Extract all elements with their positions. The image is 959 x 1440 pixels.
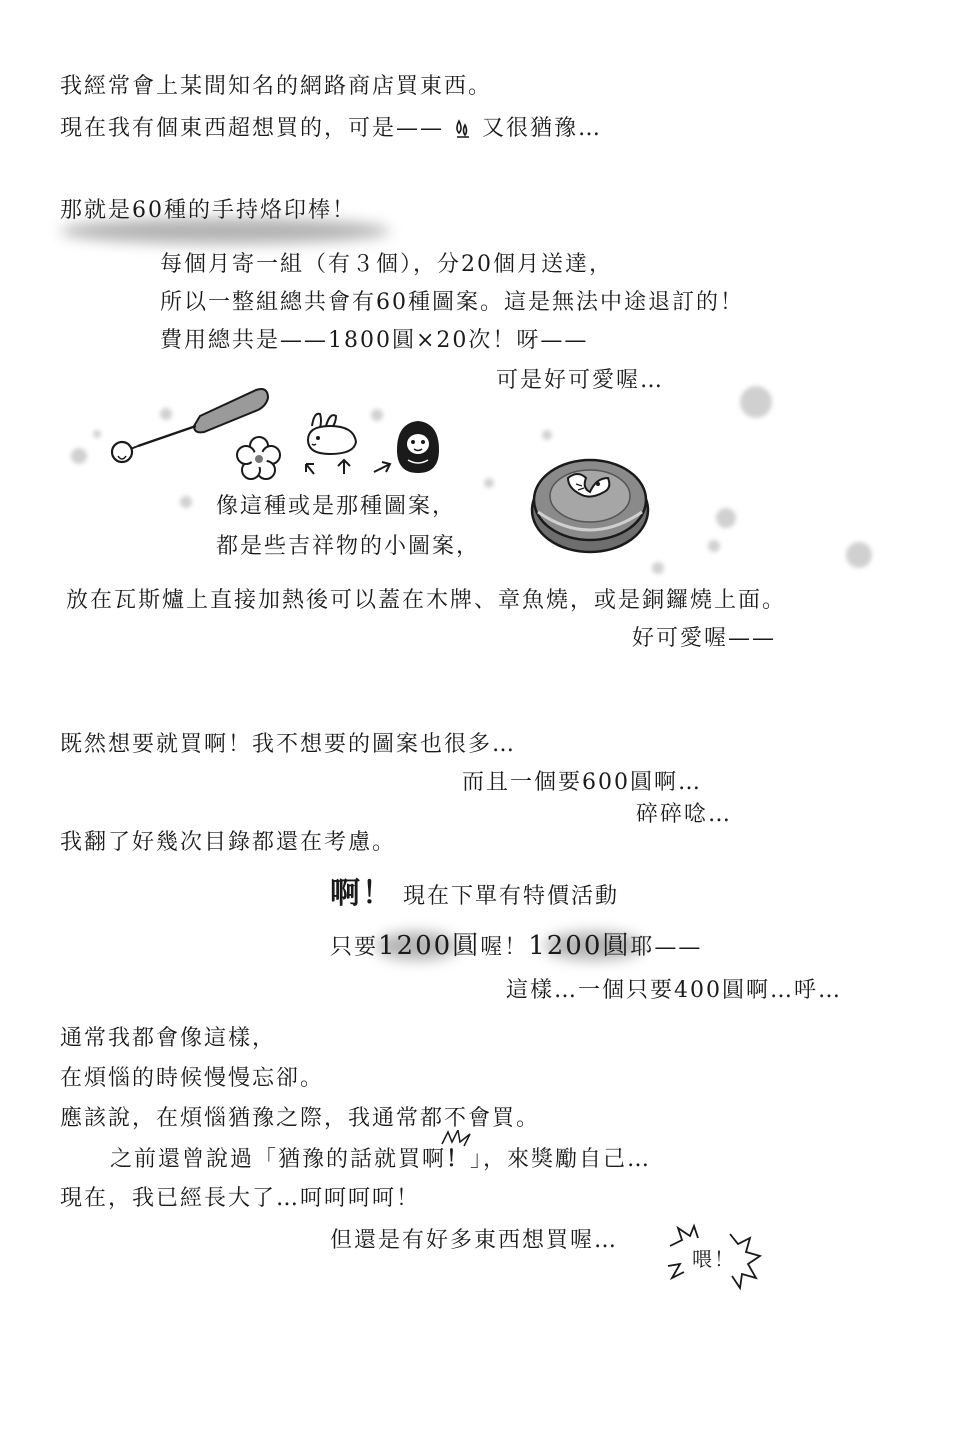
sweat-drop-icon <box>453 117 473 141</box>
text-line: 碎碎唸… <box>636 802 733 827</box>
decorative-dot <box>542 430 552 440</box>
text-segment: 之前還曾說過「猶豫的話就買啊 <box>110 1147 447 1172</box>
decorative-dot <box>371 409 383 421</box>
text-line: 現在，我已經長大了…呵呵呵呵！ <box>60 1186 421 1211</box>
arrow-icons <box>296 450 396 480</box>
flower-icon <box>236 436 282 482</box>
decorative-dot <box>652 562 664 574</box>
text-line: 通常我都會像這樣， <box>60 1026 277 1051</box>
decorative-dot <box>708 540 720 552</box>
exclaim-text: 啊！ <box>330 876 394 911</box>
text-line: 費用總共是——1800圓×20次！呀—— <box>160 328 589 353</box>
text-line: 在煩惱的時候慢慢忘卻。 <box>60 1066 325 1091</box>
text-line: 可是好可愛喔… <box>496 368 665 393</box>
decorative-dot <box>180 496 192 508</box>
decorative-dot <box>93 430 101 438</box>
text-segment: 耶—— <box>630 935 703 960</box>
text-line: 好可愛喔—— <box>632 626 777 651</box>
text-segment: 現在我有個東西超想買的，可是—— <box>60 116 445 141</box>
burst-icon <box>440 1130 474 1170</box>
text-segment: 只要 <box>330 935 379 960</box>
dorayaki-icon <box>528 448 652 558</box>
decorative-dot <box>484 478 494 488</box>
text-segment: ！ <box>446 1146 471 1172</box>
text-line: 但還是有好多東西想買喔… <box>330 1228 619 1253</box>
decorative-dot <box>716 508 736 528</box>
daruma-icon <box>394 418 442 474</box>
text-segment: 喔！ <box>480 935 529 960</box>
price-line <box>330 926 702 968</box>
text-segment: 」，來獎勵自己… <box>470 1147 652 1172</box>
heading-line: 那就是60種的手持烙印棒！ <box>60 198 356 223</box>
decorative-dot <box>71 448 87 464</box>
text-line: 所以一整組總共會有60種圖案。這是無法中途退訂的！ <box>160 290 744 315</box>
text-segment: 又很猶豫… <box>482 116 603 141</box>
text-line: 每個月寄一組（有３個），分20個月送達， <box>160 252 613 277</box>
decorative-dot <box>740 386 772 418</box>
text-line <box>60 114 602 144</box>
caption-line: 都是些吉祥物的小圖案， <box>216 534 481 559</box>
text-segment: 現在下單有特價活動 <box>403 884 620 909</box>
sale-line <box>330 874 619 917</box>
text-line: 我經常會上某間知名的網路商店買東西。 <box>60 74 493 99</box>
text-line <box>110 1144 651 1175</box>
decorative-dot <box>846 542 872 568</box>
text-line: 放在瓦斯爐上直接加熱後可以蓋在木牌、章魚燒，或是銅鑼燒上面。 <box>66 588 787 613</box>
price-text: 1200圓 <box>378 931 481 961</box>
caption-line: 像這種或是那種圖案， <box>216 494 457 519</box>
text-line: 應該說，在煩惱猶豫之際，我通常都不會買。 <box>60 1106 541 1131</box>
text-line: 而且一個要600圓啊… <box>462 770 702 795</box>
text-line: 我翻了好幾次目錄都還在考慮。 <box>60 830 397 855</box>
text-line: 這樣…一個只要400圓啊…呼… <box>506 978 842 1003</box>
text-line: 既然想要就買啊！我不想要的圖案也很多… <box>60 732 517 757</box>
shout-text: 喂！ <box>692 1247 736 1271</box>
exclaim-burst <box>446 1144 470 1175</box>
price-text: 1200圓 <box>528 931 631 961</box>
